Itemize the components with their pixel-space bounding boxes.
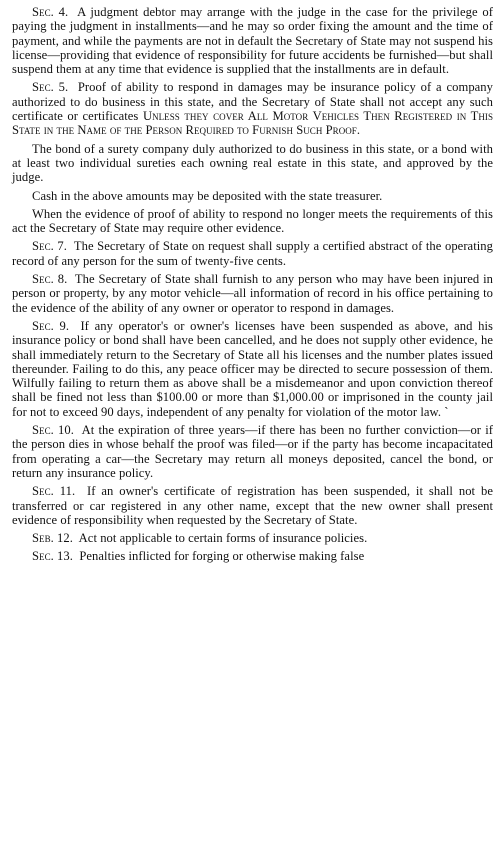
section-number: Sec. 4. (32, 5, 69, 19)
paragraph-sec-11 (12, 484, 493, 527)
section-number: Sec. 5. (32, 80, 69, 95)
paragraph-text: The Secretary of State on request shall supply a certified abstract of the operating record of any person for the sum of twenty-five cents. (12, 239, 493, 268)
section-number: Sec. 7. (32, 239, 67, 254)
paragraph-text: At the expiration of three years—if there has been no further conviction—or if the person dies in whose behalf the proof was filed—or if the party has become incapacitated from operating a car—the Secretary may return all moneys deposited, cancel the bond, or return any insurance policy. (12, 423, 494, 480)
section-number: Sec. 13. (32, 549, 73, 564)
section-number: Sec. 8. (32, 272, 68, 287)
emphasized-clause: Unless they cover All Motor Vehicles Then Registered in This State in the Name of the Person Required to Furnish Such Proof. (12, 109, 494, 138)
paragraph-text: The Secretary of State shall furnish to any person who may have been injured in person or property, by any motor vehicle—all information of record in his office pertaining to the evidence of the ability of any owner or operator to respond in damages. (12, 272, 494, 315)
paragraph-cash-deposit (12, 189, 493, 203)
section-number: Sec. 9. (32, 318, 70, 333)
paragraph-text: The bond of a surety company duly authorized to do business in this state, or a bond with at least two individual sureties each owning real estate in this state, and approved by the judge. (12, 141, 493, 185)
paragraph-text: A judgment debtor may arrange with the judge in the case for the privilege of paying the judgment in installments—and he may so order fixing the amount and the time of payment, and while the payments are not in default the Secretary of State may not suspend his license—providing that evidence of responsibility for future accidents be furnished—but shall suspend them at any time that evidence is supplied that the installments are in default. (12, 5, 493, 77)
paragraph-text: If any operator's or owner's licenses have been suspended as above, and his insurance policy or bond shall have been cancelled, and he does not supply other evidence, he shall immediately return to the Secretary of State all his licenses and the number plates issued thereunder. Failing to do this, any peace officer may be directed to secure possession of them. Wilfully failing to return them as above shall be a misdemeanor and upon conviction thereof shall be fined not less than $100.00 or more than $1,000.00 or imprisoned in the county jail for not to exceed 90 days, independent of any penalty for violation of the motor law. ` (12, 318, 493, 419)
paragraph-sec-5 (12, 80, 493, 137)
paragraph-sec-10 (12, 423, 493, 480)
paragraph-text: When the evidence of proof of ability to respond no longer meets the requirements of this act the Secretary of State may require other evidence. (12, 206, 493, 236)
section-number: Seb. 12. (32, 531, 73, 546)
paragraph-sec-12 (12, 531, 493, 545)
paragraph-sec-9 (12, 319, 493, 419)
section-number: Sec. 11. (32, 484, 76, 499)
paragraph-text: Act not applicable to certain forms of insurance policies. (78, 531, 368, 546)
paragraph-sec-8 (12, 272, 493, 315)
paragraph-text: Proof of ability to respond in damages may be insurance policy of a company authorized to do business in this state, and the Secretary of State shall not accept any such certificate or certificates (12, 80, 493, 124)
paragraph-text: If an owner's certificate of registration has been suspended, it shall not be transferred or car registered in any other name, except that the new owner shall present evidence of responsibility when requested by the Secretary of State. (12, 484, 493, 527)
paragraph-text: Cash in the above amounts may be deposited with the state treasurer. (32, 188, 383, 203)
paragraph-surety-bond (12, 142, 493, 185)
paragraph-other-evidence (12, 207, 493, 236)
paragraph-sec-13 (12, 549, 493, 563)
paragraph-text: Penalties inflicted for forging or otherwise making false (79, 549, 365, 564)
paragraph-sec-4 (12, 5, 493, 76)
section-number: Sec. 10. (32, 423, 74, 438)
paragraph-sec-7 (12, 239, 493, 268)
